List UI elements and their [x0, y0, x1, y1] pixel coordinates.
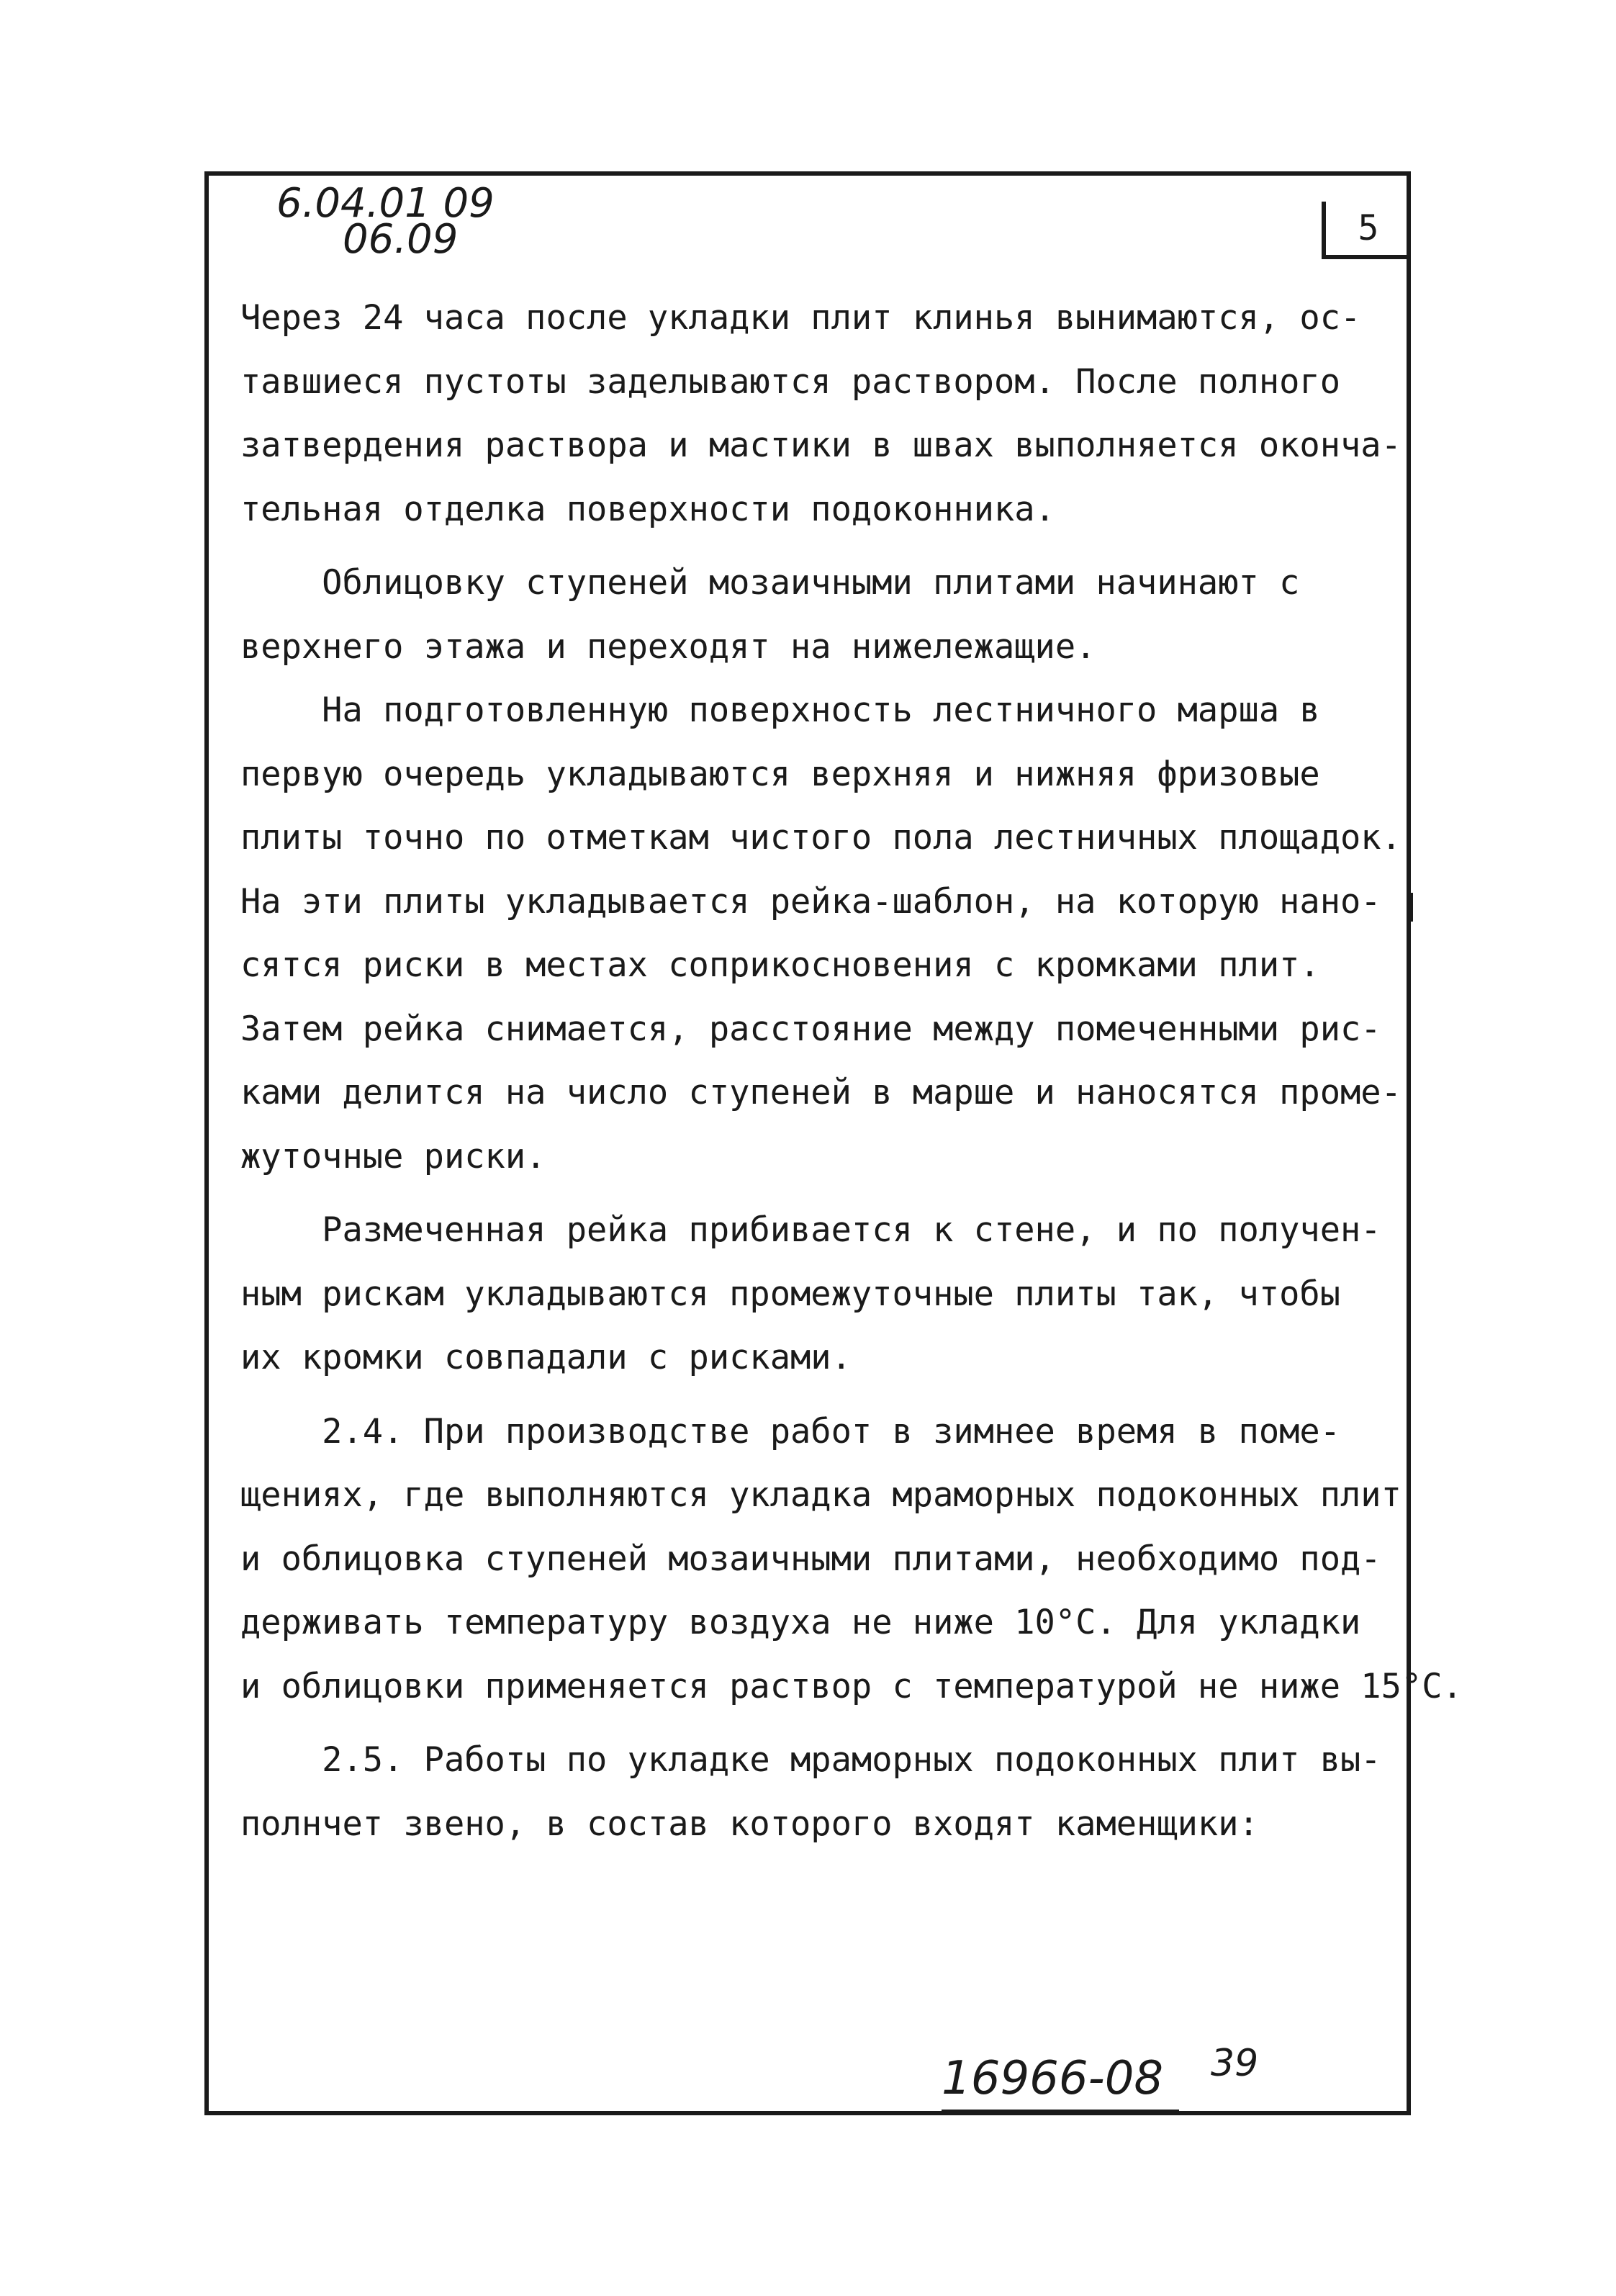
text-line: тавшиеся пустоты заделываются раствором. После полного: [240, 361, 1341, 402]
paragraph-gap: [240, 1189, 1385, 1199]
text-line: Через 24 часа после укладки плит клинья вынимаются, ос-: [240, 298, 1361, 338]
page-number-box: [1322, 202, 1411, 259]
text-line: первую очередь укладываются верхняя и нижняя фризовые: [240, 754, 1320, 794]
body-text: [240, 287, 1463, 1856]
text-line: На эти плиты укладывается рейка-шаблон, на которую нано-: [240, 881, 1381, 922]
paragraph-gap: [240, 1390, 1385, 1400]
text-line: затвердения раствора и мастики в швах выполняется оконча-: [240, 426, 1401, 465]
text-line: плиты точно по отметкам чистого пола лестничных площадок.: [240, 818, 1401, 857]
text-line: и облицовки применяется раствор с температурой не ниже 15°С.: [240, 1666, 1463, 1706]
text-line: тельная отделка поверхности подоконника.: [240, 489, 1055, 529]
text-line: Размеченная рейка прибивается к стене, и по получен-: [240, 1210, 1381, 1250]
text-line: На подготовленную поверхность лестничного марша в: [240, 690, 1320, 730]
text-line: 2.5. Работы по укладке мраморных подоконных плит вы-: [240, 1740, 1381, 1780]
text-line: 2.4. При производстве работ в зимнее время в поме-: [240, 1411, 1341, 1451]
text-line: ками делится на число ступеней в марше и наносятся проме-: [240, 1073, 1401, 1112]
text-line: сятся риски в местах соприкосновения с кромками плит.: [240, 945, 1320, 985]
margin-mark: [1411, 893, 1413, 922]
page-number: 5: [1358, 208, 1379, 248]
text-line: их кромки совпадали с рисками.: [240, 1338, 852, 1377]
text-line: держивать температуру воздуха не ниже 10°С. Для укладки: [240, 1603, 1361, 1642]
text-line: полнчет звено, в состав которого входят каменщики:: [240, 1804, 1259, 1844]
text-line: Затем рейка снимается, расстояние между помеченными рис-: [240, 1009, 1381, 1049]
text-line: Облицовку ступеней мозаичными плитами начинают с: [240, 563, 1300, 603]
paragraph-gap: [240, 541, 1385, 552]
text-line: жуточные риски.: [240, 1136, 546, 1176]
footer-doc-code: 16966-08: [942, 2052, 1164, 2105]
text-line: верхнего этажа и переходят на нижележащие.: [240, 626, 1096, 667]
document-code: 6.04.01 09: [276, 180, 495, 227]
footer-underline: [942, 2110, 1179, 2112]
paragraph-gap: [240, 1719, 1385, 1729]
document-subcode: 06.09: [343, 216, 459, 263]
text-line: ным рискам укладываются промежуточные плиты так, чтобы: [240, 1274, 1341, 1314]
footer-sheet-number: 39: [1211, 2042, 1259, 2085]
text-line: и облицовка ступеней мозаичными плитами, необходимо под-: [240, 1539, 1381, 1579]
text-line: щениях, где выполняются укладка мраморных подоконных плит: [240, 1475, 1401, 1515]
